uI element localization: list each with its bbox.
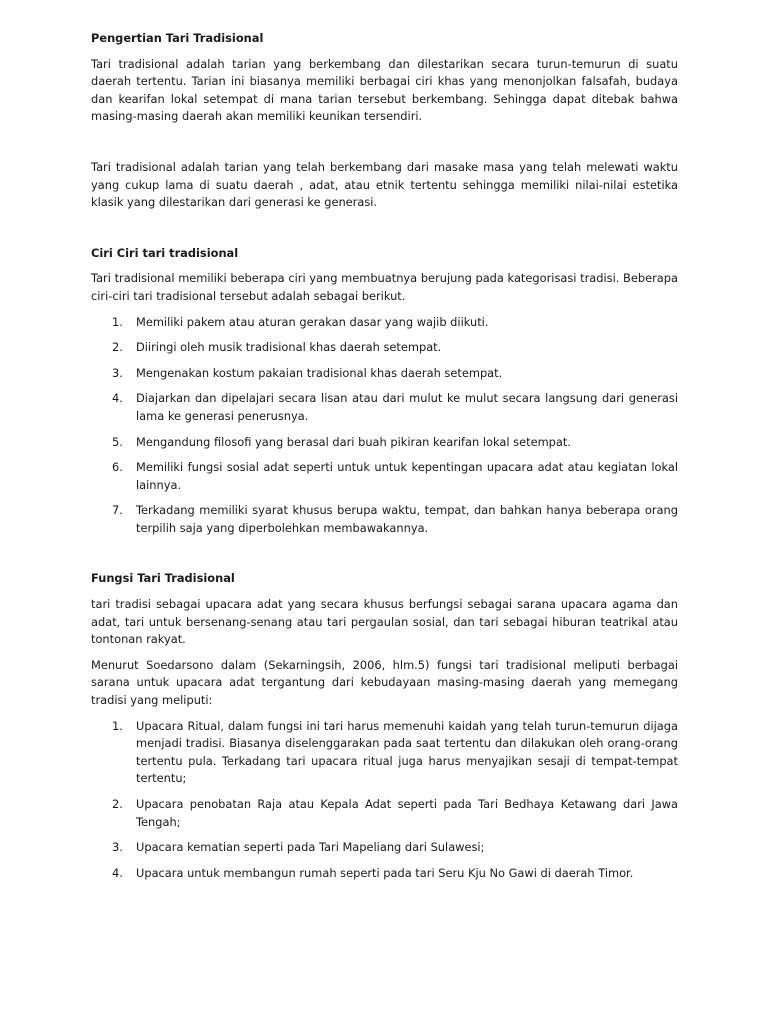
list-item — [91, 390, 678, 425]
list-item — [91, 718, 678, 788]
fungsi-list — [91, 718, 678, 883]
paragraph: Tari tradisional memiliki beberapa ciri yang membuatnya berujung pada kategorisasi tradisi. Beberapa ciri-ciri tari tradisional tersebut adalah sebagai berikut. — [91, 271, 678, 303]
list-item-text: Mengandung filosofi yang berasal dari buah pikiran kearifan lokal setempat. — [136, 434, 571, 449]
list-item-text: Upacara Ritual, dalam fungsi ini tari harus memenuhi kaidah yang telah turun-temurun dijaga menjadi tradisi. Biasanya diselenggarakan pada saat tertentu dan dilakukan oleh orang-orang tertentu pula. Terkadang tari upacara ritual juga harus menyajikan sesaji di tempat-tempat tertentu; — [136, 718, 678, 786]
paragraph: Tari tradisional adalah tarian yang telah berkembang dari masake masa yang telah melewati waktu yang cukup lama di suatu daerah , adat, atau etnik tertentu sehingga memiliki nilai-nilai estetika klasik yang dilestarikan dari generasi ke generasi. — [91, 159, 678, 210]
document-page — [91, 30, 678, 882]
list-number: 4. — [112, 391, 123, 406]
list-item — [91, 796, 678, 831]
list-number: 4. — [112, 865, 123, 880]
list-item — [91, 865, 678, 883]
list-item-text: Diiringi oleh musik tradisional khas daerah setempat. — [136, 340, 442, 355]
paragraph: Menurut Soedarsono dalam (Sekarningsih, 2006, hlm.5) fungsi tari tradisional meliputi berbagai sarana untuk upacara adat tergantung dari kebudayaan masing-masing daerah yang memegang tradisi yang meliputi: — [91, 657, 678, 708]
ciri-list — [91, 314, 678, 538]
list-item-text: Upacara untuk membangun rumah seperti pada tari Seru Kju No Gawi di daerah Timor. — [136, 865, 634, 880]
list-item — [91, 839, 678, 857]
section-heading-fungsi: Fungsi Tari Tradisional — [91, 571, 235, 586]
list-item — [91, 339, 678, 357]
list-item — [91, 365, 678, 383]
list-item — [91, 434, 678, 452]
list-item-text: Diajarkan dan dipelajari secara lisan atau dari mulut ke mulut secara langsung dari generasi lama ke generasi penerusnya. — [136, 391, 678, 423]
section-heading-ciri: Ciri Ciri tari tradisional — [91, 245, 239, 260]
list-item-text: Terkadang memiliki syarat khusus berupa waktu, tempat, dan bahkan hanya beberapa orang terpilih saja yang diperbolehkan membawakannya. — [136, 503, 678, 535]
list-number: 3. — [112, 365, 123, 380]
list-item-text: Memiliki pakem atau aturan gerakan dasar yang wajib diikuti. — [136, 314, 489, 329]
section-heading-pengertian: Pengertian Tari Tradisional — [91, 31, 264, 45]
list-number: 1. — [112, 314, 123, 329]
list-item-text: Upacara penobatan Raja atau Kepala Adat seperti pada Tari Bedhaya Ketawang dari Jawa Tengah; — [136, 797, 678, 829]
list-item — [91, 314, 678, 332]
list-item — [91, 502, 678, 537]
list-number: 2. — [112, 340, 123, 355]
list-item — [91, 459, 678, 494]
list-number: 5. — [112, 434, 123, 449]
list-number: 7. — [112, 503, 123, 518]
paragraph: Tari tradisional adalah tarian yang berkembang dan dilestarikan secara turun-temurun di suatu daerah tertentu. Tarian ini biasanya memiliki berbagai ciri khas yang menonjolkan falsafah, budaya dan kearifan lokal setempat di mana tarian tersebut berkembang. Sehingga dapat ditebak bahwa masing-masing daerah akan memiliki keunikan tersendiri. — [91, 56, 678, 124]
paragraph: tari tradisi sebagai upacara adat yang secara khusus berfungsi sebagai sarana upacara agama dan adat, tari untuk bersenang-senang atau tari pergaulan sosial, dan tari sebagai hiburan teatrikal atau tontonan rakyat. — [91, 597, 678, 647]
list-number: 3. — [112, 840, 123, 855]
list-number: 6. — [112, 460, 123, 475]
list-number: 1. — [112, 718, 123, 733]
list-item-text: Upacara kematian seperti pada Tari Mapeliang dari Sulawesi; — [136, 840, 485, 855]
list-item-text: Memiliki fungsi sosial adat seperti untuk untuk kepentingan upacara adat atau kegiatan lokal lainnya. — [136, 460, 678, 492]
list-item-text: Mengenakan kostum pakaian tradisional khas daerah setempat. — [136, 365, 503, 380]
list-number: 2. — [112, 797, 123, 811]
